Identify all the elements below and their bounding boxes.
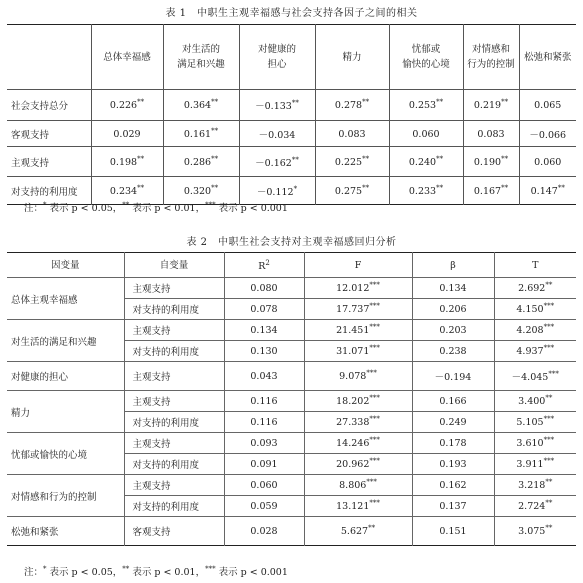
- r2-value: 0.130: [224, 341, 304, 362]
- table-cell: 0.226**: [91, 90, 163, 121]
- independent-variable: 对支持的利用度: [124, 454, 224, 475]
- col-header-health-concern: 对健康的 担心: [239, 25, 315, 90]
- beta-value: 0.238: [412, 341, 494, 362]
- t-value: 2.692**: [494, 278, 576, 299]
- f-value: 9.078***: [304, 362, 412, 391]
- table-cell: 0.286**: [163, 147, 239, 177]
- t-value: 3.075**: [494, 517, 576, 546]
- f-value: 13.121***: [304, 496, 412, 517]
- t-value: 5.105***: [494, 412, 576, 433]
- f-value: 20.962***: [304, 454, 412, 475]
- table-row: [7, 147, 576, 177]
- f-value: 18.202***: [304, 391, 412, 412]
- col-header-life-satisfaction: 对生活的 满足和兴趣: [163, 25, 239, 90]
- table-cell: 0.147**: [519, 177, 576, 205]
- r2-value: 0.059: [224, 496, 304, 517]
- regression-table: [7, 252, 576, 546]
- independent-variable: 主观支持: [124, 320, 224, 341]
- table-cell: －0.162**: [239, 147, 315, 177]
- beta-value: 0.193: [412, 454, 494, 475]
- r2-value: 0.043: [224, 362, 304, 391]
- independent-variable: 对支持的利用度: [124, 299, 224, 320]
- beta-value: 0.166: [412, 391, 494, 412]
- table-row: [7, 362, 576, 391]
- col-header-overall-wellbeing: 总体幸福感: [91, 25, 163, 90]
- table-cell: 0.167**: [463, 177, 519, 205]
- col-header-f: F: [304, 253, 412, 278]
- t-value: 2.724**: [494, 496, 576, 517]
- independent-variable: 主观支持: [124, 475, 224, 496]
- table-cell: 0.233**: [389, 177, 463, 205]
- table-cell: －0.112*: [239, 177, 315, 205]
- f-value: 8.806***: [304, 475, 412, 496]
- table1-note: 注：* 表示 p < 0.05，** 表示 p < 0.01，*** 表示 p < 0.001: [24, 200, 288, 214]
- independent-variable: 客观支持: [124, 517, 224, 546]
- beta-value: 0.162: [412, 475, 494, 496]
- beta-value: 0.137: [412, 496, 494, 517]
- row-label: 对支持的利用度: [7, 177, 91, 205]
- table-cell: 0.219**: [463, 90, 519, 121]
- row-label: 社会支持总分: [7, 90, 91, 121]
- table2-header-row: [7, 253, 576, 278]
- beta-value: 0.151: [412, 517, 494, 546]
- table1-caption: 表 1 中职生主观幸福感与社会支持各因子之间的相关: [165, 8, 418, 19]
- f-value: 12.012***: [304, 278, 412, 299]
- r2-value: 0.116: [224, 412, 304, 433]
- f-value: 5.627**: [304, 517, 412, 546]
- table2-caption: 表 2 中职生社会支持对主观幸福感回归分析: [186, 237, 397, 248]
- dependent-variable: 对生活的满足和兴趣: [7, 320, 124, 362]
- t-value: 3.911***: [494, 454, 576, 475]
- f-value: 31.071***: [304, 341, 412, 362]
- r2-value: 0.116: [224, 391, 304, 412]
- beta-value: 0.249: [412, 412, 494, 433]
- table-row: [7, 517, 576, 546]
- independent-variable: 主观支持: [124, 433, 224, 454]
- table-cell: －0.066: [519, 121, 576, 147]
- f-value: 14.246***: [304, 433, 412, 454]
- col-header-relaxation-tension: 松弛和紧张: [519, 25, 576, 90]
- table-row: [7, 278, 576, 299]
- col-header-independent: 自变量: [124, 253, 224, 278]
- independent-variable: 对支持的利用度: [124, 412, 224, 433]
- t-value: 4.937***: [494, 341, 576, 362]
- table-cell: 0.161**: [163, 121, 239, 147]
- dependent-variable: 对情感和行为的控制: [7, 475, 124, 517]
- r2-value: 0.078: [224, 299, 304, 320]
- table-cell: 0.198**: [91, 147, 163, 177]
- independent-variable: 对支持的利用度: [124, 341, 224, 362]
- col-header-energy: 精力: [315, 25, 389, 90]
- row-label: 客观支持: [7, 121, 91, 147]
- r2-value: 0.080: [224, 278, 304, 299]
- r2-value: 0.093: [224, 433, 304, 454]
- table-cell: 0.060: [389, 121, 463, 147]
- table-cell: 0.275**: [315, 177, 389, 205]
- table-row: [7, 320, 576, 341]
- table2-note: 注：* 表示 p < 0.05，** 表示 p < 0.01，*** 表示 p < 0.001: [24, 564, 288, 578]
- table1-corner-cell: [7, 25, 91, 90]
- r2-value: 0.060: [224, 475, 304, 496]
- beta-value: 0.206: [412, 299, 494, 320]
- col-header-beta: β: [412, 253, 494, 278]
- independent-variable: 主观支持: [124, 278, 224, 299]
- r2-value: 0.134: [224, 320, 304, 341]
- col-header-r2: $R^2$: [224, 253, 304, 278]
- beta-value: －0.194: [412, 362, 494, 391]
- table-row: [7, 121, 576, 147]
- table-cell: 0.065: [519, 90, 576, 121]
- r2-value: 0.091: [224, 454, 304, 475]
- t-value: －4.045***: [494, 362, 576, 391]
- beta-value: 0.178: [412, 433, 494, 454]
- table-row: [7, 90, 576, 121]
- f-value: 27.338***: [304, 412, 412, 433]
- dependent-variable: 总体主观幸福感: [7, 278, 124, 320]
- dependent-variable: 松弛和紧张: [7, 517, 124, 546]
- f-value: 17.737***: [304, 299, 412, 320]
- col-header-emotion-control: 对情感和 行为的控制: [463, 25, 519, 90]
- t-value: 4.150***: [494, 299, 576, 320]
- beta-value: 0.203: [412, 320, 494, 341]
- correlation-table: [7, 24, 576, 205]
- dependent-variable: 对健康的担心: [7, 362, 124, 391]
- table-cell: 0.320**: [163, 177, 239, 205]
- dependent-variable: 忧郁或愉快的心境: [7, 433, 124, 475]
- independent-variable: 对支持的利用度: [124, 496, 224, 517]
- table-cell: 0.225**: [315, 147, 389, 177]
- table1-header-row: [7, 25, 576, 90]
- col-header-t: T: [494, 253, 576, 278]
- table-cell: 0.278**: [315, 90, 389, 121]
- t-value: 3.400**: [494, 391, 576, 412]
- table-cell: 0.240**: [389, 147, 463, 177]
- row-label: 主观支持: [7, 147, 91, 177]
- independent-variable: 主观支持: [124, 391, 224, 412]
- f-value: 21.451***: [304, 320, 412, 341]
- t-value: 4.208***: [494, 320, 576, 341]
- table-cell: 0.060: [519, 147, 576, 177]
- beta-value: 0.134: [412, 278, 494, 299]
- independent-variable: 主观支持: [124, 362, 224, 391]
- table-cell: －0.133**: [239, 90, 315, 121]
- table-cell: 0.364**: [163, 90, 239, 121]
- table-cell: 0.029: [91, 121, 163, 147]
- table-row: [7, 433, 576, 454]
- col-header-dependent: 因变量: [7, 253, 124, 278]
- table-cell: 0.234**: [91, 177, 163, 205]
- col-header-mood: 忧郁或 愉快的心境: [389, 25, 463, 90]
- table-cell: 0.190**: [463, 147, 519, 177]
- table-cell: 0.253**: [389, 90, 463, 121]
- table-row: [7, 475, 576, 496]
- r2-value: 0.028: [224, 517, 304, 546]
- t-value: 3.218**: [494, 475, 576, 496]
- table-cell: －0.034: [239, 121, 315, 147]
- table-cell: 0.083: [463, 121, 519, 147]
- t-value: 3.610***: [494, 433, 576, 454]
- table-row: [7, 391, 576, 412]
- dependent-variable: 精力: [7, 391, 124, 433]
- table-cell: 0.083: [315, 121, 389, 147]
